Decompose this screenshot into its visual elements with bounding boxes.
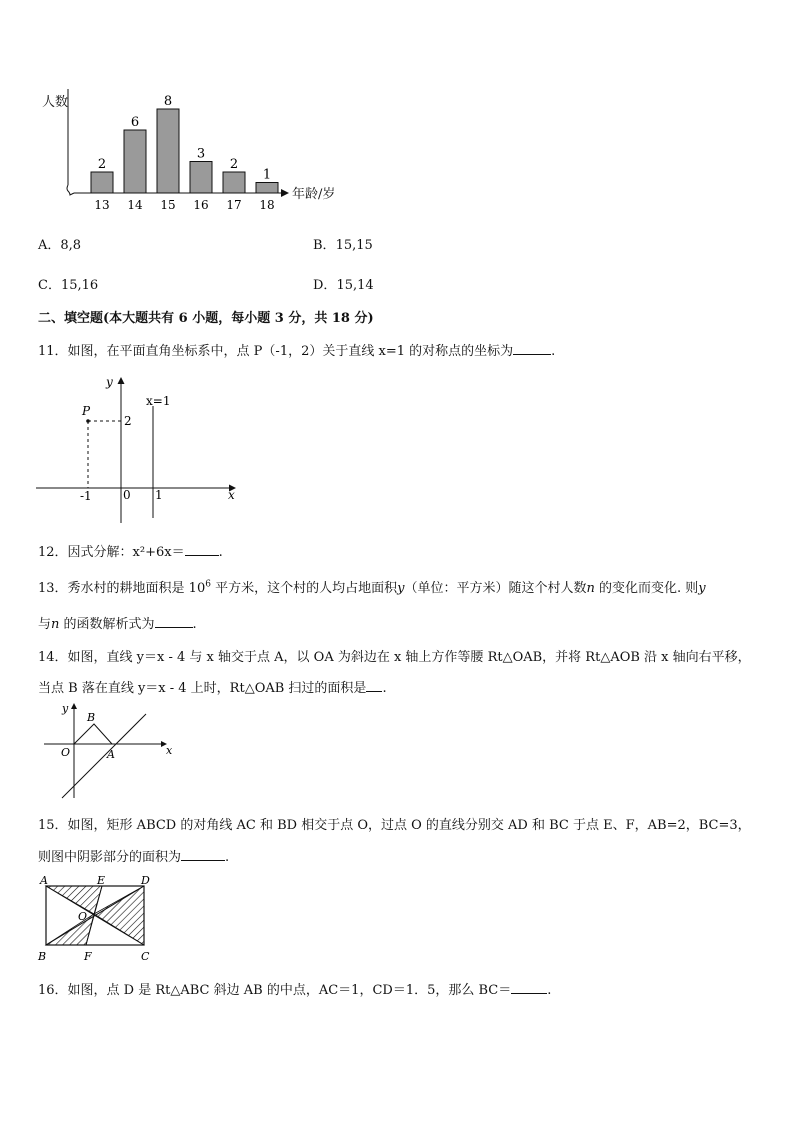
- q14-line-y-eq-x-minus-4: [62, 714, 146, 798]
- q16-end: .: [547, 983, 552, 998]
- q11-tick-neg1: -1: [80, 489, 92, 503]
- q15-text: 则图中阴影部分的面积为: [38, 850, 182, 865]
- bar-15: [157, 109, 179, 193]
- q12-answer-blank[interactable]: [185, 543, 219, 556]
- option-a[interactable]: [38, 234, 81, 253]
- q14-figure: [38, 700, 178, 802]
- bar-value-label-16: 3: [196, 146, 206, 162]
- option-b[interactable]: [313, 234, 373, 253]
- question-11: [38, 340, 555, 359]
- age-bar-chart: [30, 85, 370, 220]
- q11-line-label: x=1: [146, 394, 171, 408]
- question-15-line-1: 15．如图，矩形 ABCD 的对角线 AC 和 BD 相交于点 O，过点 O 的直线分别交 AD 和 BC 于点 E、F，AB=2，BC=3，: [38, 818, 751, 833]
- q14-answer-blank[interactable]: [366, 679, 382, 692]
- x-tick-label-16: 16: [193, 198, 209, 212]
- q15-b-label: B: [38, 950, 47, 963]
- option-b-text: 15,15: [335, 238, 373, 253]
- q13-text-d: 的变化而变化. 则: [594, 581, 699, 596]
- q14-text: 当点 B 落在直线 y＝x - 4 上时，Rt△OAB 扫过的面积是: [38, 681, 367, 696]
- q15-f-label: F: [84, 950, 92, 963]
- section-2-title: 二、填空题(本大题共有 6 小题，每小题 3 分，共 18 分): [38, 311, 374, 326]
- question-13-line-2: [38, 613, 197, 632]
- option-a-letter: A．: [38, 238, 61, 253]
- q15-rectangle-figure: [36, 872, 166, 964]
- question-16: [38, 979, 551, 998]
- q11-x-label: x: [228, 488, 235, 502]
- q11-text: 11．如图，在平面直角坐标系中，点 P（-1，2）关于直线 x=1 的对称点的坐标为: [38, 344, 514, 359]
- bar-value-label-15: 8: [163, 94, 173, 109]
- q14-triangle-oab: [74, 724, 112, 744]
- q13-end: .: [192, 617, 197, 632]
- q13-var-y: y: [397, 581, 405, 596]
- q15-e-label: E: [97, 874, 106, 887]
- option-a-text: 8,8: [60, 238, 82, 253]
- question-12: [38, 541, 223, 560]
- q15-d-label: D: [141, 874, 150, 887]
- q11-tick-0: 0: [123, 488, 131, 502]
- q13-text-e: 与: [38, 617, 52, 632]
- q12-text: 12．因式分解：x²+6x＝: [38, 545, 185, 560]
- q11-point-p: [86, 419, 90, 423]
- chart-y-axis-label: 人数: [42, 95, 69, 110]
- option-c-text: 15,16: [60, 278, 99, 293]
- option-c[interactable]: [38, 274, 98, 293]
- question-13-line-1: [38, 577, 706, 596]
- q11-answer-blank[interactable]: [513, 342, 551, 355]
- q16-answer-blank[interactable]: [511, 981, 547, 994]
- q16-text: 16．如图，点 D 是 Rt△ABC 斜边 AB 的中点，AC＝1，CD＝1．5，那么 BC＝: [38, 983, 512, 998]
- q15-answer-blank[interactable]: [181, 848, 225, 861]
- q13-var-y2: y: [698, 581, 706, 596]
- q15-end: .: [225, 850, 230, 865]
- x-tick-label-17: 17: [226, 198, 242, 212]
- option-d-letter: D．: [313, 278, 337, 293]
- q12-end: .: [218, 545, 223, 560]
- question-15-line-2: [38, 846, 229, 865]
- q15-shaded-region-right: [94, 886, 144, 945]
- q13-text-f: 的函数解析式为: [59, 617, 155, 632]
- chart-x-axis-label: 年龄/岁: [292, 187, 336, 202]
- q15-c-label: C: [141, 950, 150, 963]
- q13-var-n: n: [586, 581, 595, 596]
- q15-shaded-region-top: [46, 886, 102, 914]
- q13-text-b: 平方米，这个村的人均占地面积: [210, 581, 398, 596]
- question-14-line-1: 14．如图，直线 y＝x - 4 与 x 轴交于点 A，以 OA 为斜边在 x 轴上方作等腰 Rt△OAB，并将 Rt△AOB 沿 x 轴向右平移，: [38, 650, 751, 665]
- x-tick-label-14: 14: [127, 198, 143, 212]
- q13-exponent: 6: [205, 579, 211, 590]
- q11-tick-2: 2: [124, 414, 132, 428]
- option-b-letter: B．: [313, 238, 336, 253]
- q13-var-n2: n: [51, 617, 60, 632]
- q13-text-a: 13．秀水村的耕地面积是 10: [38, 581, 206, 596]
- q14-end: .: [382, 681, 387, 696]
- bar-13: [91, 172, 113, 193]
- bar-value-label-18: 1: [262, 167, 272, 183]
- bar-14: [124, 130, 146, 193]
- q14-o-label: O: [61, 746, 71, 759]
- q13-text-c: （单位：平方米）随这个村人数: [404, 581, 587, 596]
- option-d-text: 15,14: [336, 278, 374, 293]
- q14-x-label: x: [166, 744, 173, 757]
- q14-a-label: A: [107, 748, 115, 761]
- q14-b-label: B: [87, 711, 96, 724]
- question-14-line-2: [38, 677, 387, 696]
- q11-p-label: P: [82, 404, 91, 418]
- q11-tick-1: 1: [155, 488, 163, 502]
- bar-16: [190, 162, 212, 194]
- x-tick-label-18: 18: [259, 198, 275, 212]
- x-tick-label-15: 15: [160, 198, 176, 212]
- q14-y-label: y: [62, 702, 69, 715]
- q13-answer-blank[interactable]: [155, 615, 193, 628]
- bar-value-label-14: 6: [130, 115, 140, 130]
- x-tick-label-13: 13: [94, 198, 110, 212]
- option-c-letter: C．: [38, 278, 61, 293]
- q11-end: .: [551, 344, 556, 359]
- bar-17: [223, 172, 245, 193]
- option-d[interactable]: [313, 274, 374, 293]
- q15-o-label: O: [78, 910, 88, 923]
- bar-value-label-13: 2: [97, 157, 107, 172]
- bar-18: [256, 183, 278, 194]
- q11-coordinate-figure: [30, 368, 250, 528]
- q15-a-label: A: [40, 874, 48, 887]
- chart-axis-break: [67, 185, 74, 195]
- bar-value-label-17: 2: [229, 157, 239, 172]
- q11-y-label: y: [106, 375, 113, 389]
